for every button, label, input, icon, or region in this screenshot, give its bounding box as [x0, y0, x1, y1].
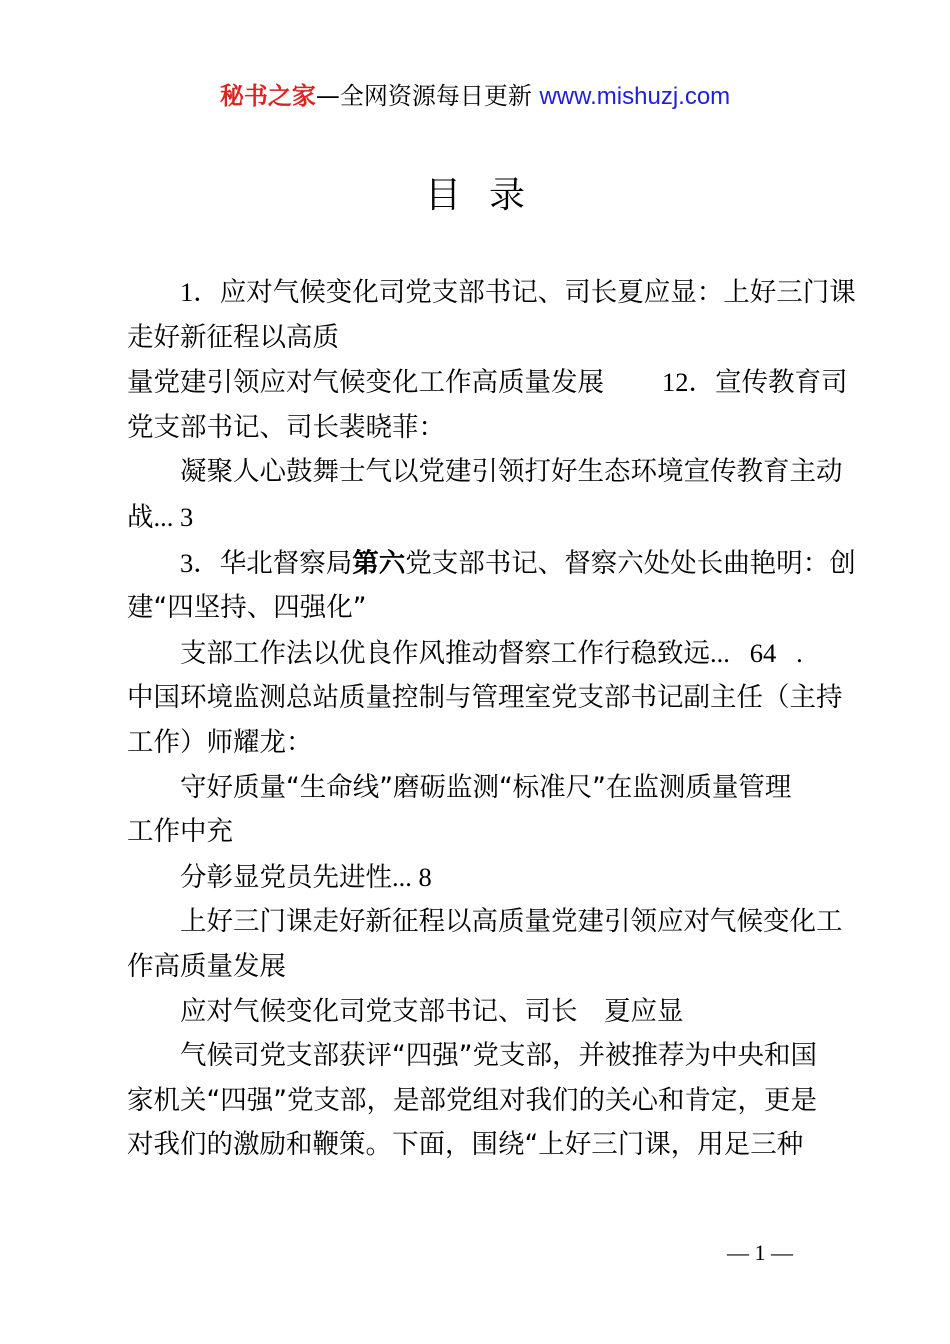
author-line: 应对气候变化司党支部书记、司长 夏应显: [180, 995, 684, 1027]
section-title: 上好三门课走好新征程以高质量党建引领应对气候变化工: [180, 906, 843, 938]
toc-page-ref: [127, 631, 832, 677]
section-title-cont: 作高质量发展: [127, 950, 286, 982]
paragraph-line: 家机关“四强”党支部，是部党组对我们的关心和肯定，更是: [127, 1084, 817, 1116]
toc-page-ref: [127, 495, 832, 541]
entry-text: 分彰显党员先进性: [180, 861, 392, 893]
banner-slogan: —全网资源每日更新: [315, 82, 540, 110]
toc-entry-1: [127, 270, 856, 316]
text-line: 工作中充: [127, 816, 233, 848]
text-line: 走好新征程以高质: [127, 321, 339, 353]
toc-entry-4: 中国环境监测总站质量控制与管理室党支部书记副主任（主持: [127, 682, 843, 714]
site-url[interactable]: www.mishuzj.com: [539, 83, 731, 110]
page-ref-number: ... 3: [153, 501, 194, 532]
page-ref-number: ... 8: [392, 861, 432, 892]
brand-name: 秘书之家: [219, 82, 316, 110]
toc-entry-3: [127, 541, 856, 587]
text-line: 工作）师耀龙：: [127, 726, 313, 758]
site-banner: [0, 80, 950, 113]
text-line: 建“四坚持、四强化”: [127, 592, 367, 624]
entry-bold-text: 第六: [352, 547, 406, 579]
page-ref-number: ... 64 .: [710, 637, 803, 668]
paragraph-line: 气候司党支部获评“四强”党支部，并被推荐为中央和国: [180, 1040, 817, 1072]
entry-number: 12．: [662, 367, 715, 398]
entry-text: 应对气候变化司党支部书记、司长夏应显：上好三门课: [219, 277, 856, 308]
document-body: [127, 270, 856, 1168]
entry-text: 战: [127, 501, 154, 533]
entry-text: 华北督察局: [219, 547, 353, 579]
page-number: — 1 —: [727, 1240, 793, 1265]
text-line: 守好质量“生命线”磨砺监测“标准尺”在监测质量管理: [180, 771, 792, 803]
toc-page-ref: [127, 855, 832, 901]
page-title: 目录: [424, 175, 553, 216]
entry-text: 支部工作法以优良作风推动督察工作行稳致远: [180, 637, 710, 669]
entry-text: 宣传教育司: [715, 367, 848, 399]
text-line: 党支部书记、司长裴晓菲：: [127, 411, 445, 443]
toc-entry-2: [127, 360, 848, 406]
entry-number: 1．: [180, 277, 220, 307]
paragraph-line: 对我们的激励和鞭策。下面，围绕“上好三门课，用足三种: [127, 1129, 804, 1161]
entry-text: 量党建引领应对气候变化工作高质量发展: [127, 367, 604, 399]
entry-text: 党支部书记、督察六处处长曲艳明：创: [405, 547, 856, 579]
entry-number: 3．: [180, 547, 220, 578]
text-line: 凝聚人心鼓舞士气以党建引领打好生态环境宣传教育主动: [180, 456, 843, 488]
